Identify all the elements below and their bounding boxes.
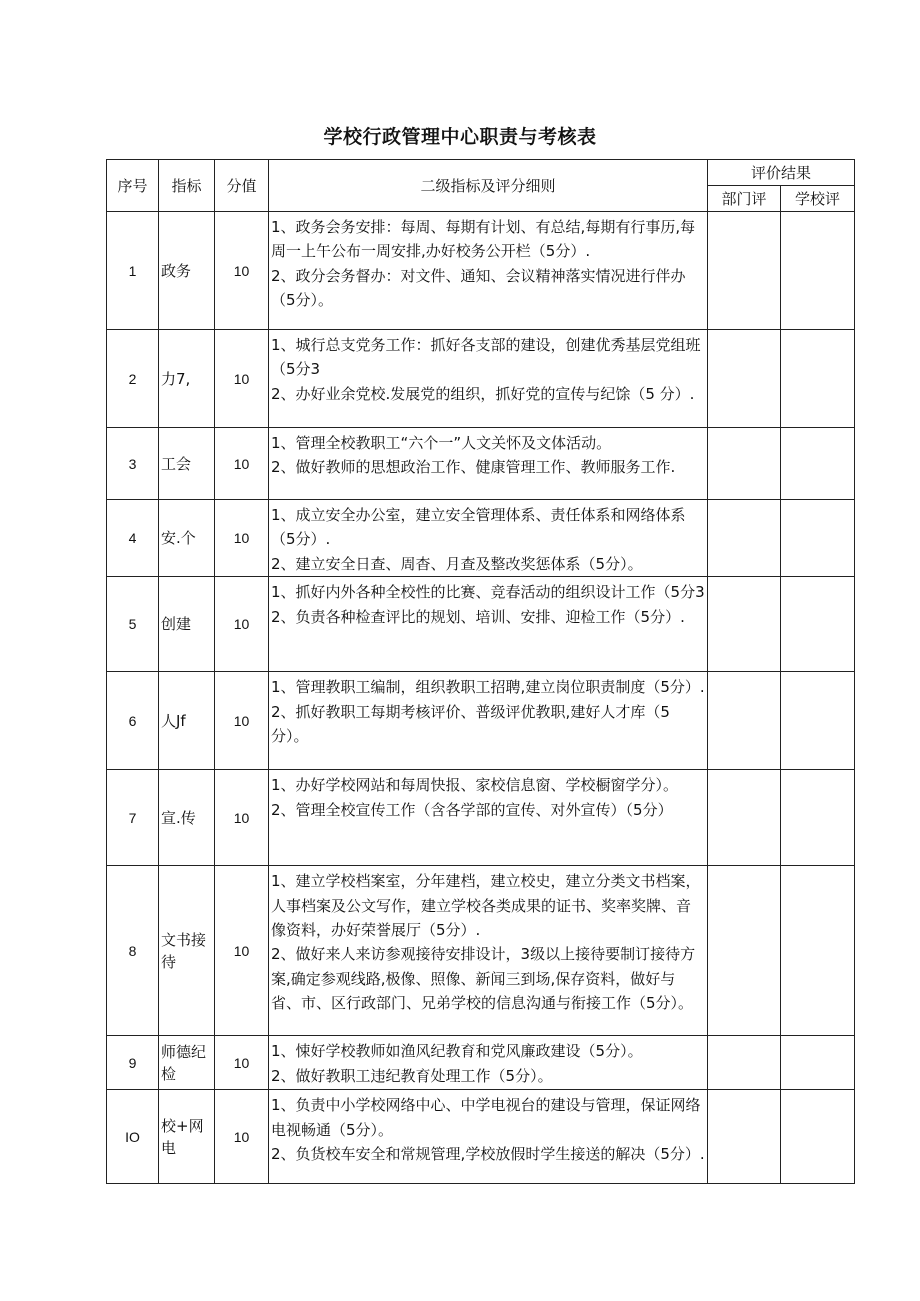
row-indicator: 工会 [159, 428, 215, 500]
detail-item: 1、城行总支党务工作：抓好各支部的建设，创建优秀基层党组班（5分3 [271, 336, 701, 379]
header-school-eval: 学校评 [781, 186, 855, 212]
row-number: 3 [107, 428, 159, 500]
table-row [107, 672, 855, 770]
dept-eval-cell [708, 866, 781, 1036]
row-details [269, 428, 708, 500]
detail-item: 1、管理教职工编制，组织教职工招聘,建立岗位职责制度（5分）. [271, 678, 705, 697]
detail-item: 2、管理全校宣传工作（含各学部的宣传、对外宣传）（5分） [271, 800, 673, 819]
row-score: 10 [215, 770, 269, 866]
row-number: 6 [107, 672, 159, 770]
detail-item: 1、负责中小学校网络中心、中学电视台的建设与管理，保证网络电视畅通（5分）。 [271, 1096, 701, 1139]
row-details [269, 770, 708, 866]
school-eval-cell [781, 577, 855, 672]
row-number: 4 [107, 500, 159, 577]
school-eval-cell [781, 866, 855, 1036]
row-score: 10 [215, 428, 269, 500]
row-indicator: 师德纪检 [159, 1036, 215, 1090]
detail-item: 2、负货校车安全和常规管理,学校放假时学生接送的解决（5分）. [271, 1145, 705, 1164]
dept-eval-cell [708, 500, 781, 577]
table-row [107, 330, 855, 428]
row-details [269, 212, 708, 330]
row-number: 2 [107, 330, 159, 428]
table-row [107, 866, 855, 1036]
detail-item: 2、做好教职工违纪教育处理工作（5分）。 [271, 1066, 553, 1085]
school-eval-cell [781, 330, 855, 428]
detail-item: 2、办好业余党校.发展党的组织，抓好党的宣传与纪馀（5 分）. [271, 384, 695, 403]
table-row [107, 1036, 855, 1090]
detail-item: 1、政务会务安排：每周、每期有计划、有总结,每期有行事历,每周一上午公布一周安排,办好校务公开栏（5分）. [271, 218, 696, 261]
table-row [107, 428, 855, 500]
detail-item: 2、建立安全日查、周杳、月查及整改奖惩体系（5分）。 [271, 554, 643, 573]
header-seq: 序号 [107, 160, 159, 212]
detail-item: 1、管理全校教职工“六个一”人文关怀及文体活动。 [271, 434, 612, 452]
detail-item: 2、政分会务督办：对文件、通知、会议精神落实情况进行伴办（5分）。 [271, 266, 686, 310]
row-indicator: 宣.传 [159, 770, 215, 866]
detail-item: 2、抓好教职工每期考核评价、普级评优教职,建好人才库（5分）。 [271, 702, 670, 746]
school-eval-cell [781, 770, 855, 866]
dept-eval-cell [708, 212, 781, 330]
detail-item: 2、负责各种检查评比的规划、培训、安排、迎检工作（5分）. [271, 607, 685, 626]
table-row [107, 770, 855, 866]
header-indicator: 指标 [159, 160, 215, 212]
row-score: 10 [215, 577, 269, 672]
dept-eval-cell [708, 1036, 781, 1090]
dept-eval-cell [708, 577, 781, 672]
row-score: 10 [215, 212, 269, 330]
detail-item: 1、建立学校档案室，分年建档，建立校史，建立分类文书档案，人事档案及公文写作，建立学校各类成果的证书、奖率奖牌、音像资料，办好荣誉展厅（5分）. [271, 872, 701, 940]
detail-item: 1、悚好学校教师如渔风纪教育和党风廉政建设（5分）。 [271, 1042, 643, 1061]
row-number: 8 [107, 866, 159, 1036]
detail-item: 1、办好学校网站和每周快报、家校信息窗、学校橱窗学分）。 [271, 776, 679, 795]
row-score: 10 [215, 1036, 269, 1090]
row-details [269, 330, 708, 428]
row-number: 7 [107, 770, 159, 866]
dept-eval-cell [708, 1090, 781, 1184]
row-score: 10 [215, 672, 269, 770]
table-row [107, 500, 855, 577]
dept-eval-cell [708, 770, 781, 866]
school-eval-cell [781, 500, 855, 577]
school-eval-cell [781, 1036, 855, 1090]
detail-item: 2、做好教师的思想政治工作、健康管理工作、教师服务工作. [271, 458, 676, 477]
row-indicator: 力7, [159, 330, 215, 428]
row-number: IO [107, 1090, 159, 1184]
table-row [107, 1090, 855, 1184]
dept-eval-cell [708, 428, 781, 500]
header-score: 分值 [215, 160, 269, 212]
table-row [107, 212, 855, 330]
header-detail: 二级指标及评分细则 [269, 160, 708, 212]
row-details [269, 1090, 708, 1184]
row-score: 10 [215, 330, 269, 428]
dept-eval-cell [708, 672, 781, 770]
header-eval: 评价结果 [708, 160, 855, 186]
school-eval-cell [781, 212, 855, 330]
school-eval-cell [781, 428, 855, 500]
detail-item: 1、成立安全办公室，建立安全管理体系、责任体系和网络体系（5分）. [271, 506, 686, 549]
row-details [269, 866, 708, 1036]
row-indicator: 安.个 [159, 500, 215, 577]
page-title: 学校行政管理中心职责与考核表 [323, 126, 597, 148]
row-indicator: 创建 [159, 577, 215, 672]
assessment-table [106, 159, 855, 1184]
table-row [107, 577, 855, 672]
row-indicator: 政务 [159, 212, 215, 330]
row-score: 10 [215, 500, 269, 577]
school-eval-cell [781, 672, 855, 770]
school-eval-cell [781, 1090, 855, 1184]
row-indicator: 文书接待 [159, 866, 215, 1036]
dept-eval-cell [708, 330, 781, 428]
row-indicator: 人Jf [159, 672, 215, 770]
row-details [269, 1036, 708, 1090]
header-dept-eval: 部门评 [708, 186, 781, 212]
detail-item: 2、做好来人来访参观接待安排设计，3级以上接待要制订接待方案,确定参观线路,极像、照像、新闻三到场,保存资料，做好与省、市、区行政部门、兄弟学校的信息沟通与衔接工作（5分）。 [271, 945, 696, 1013]
row-score: 10 [215, 1090, 269, 1184]
row-details [269, 500, 708, 577]
row-score: 10 [215, 866, 269, 1036]
detail-item: 1、抓好内外各种全校性的比赛、竞春活动的组织设计工作（5分3 [271, 583, 705, 602]
row-number: 9 [107, 1036, 159, 1090]
row-indicator: 校+网电 [159, 1090, 215, 1184]
row-details [269, 577, 708, 672]
row-details [269, 672, 708, 770]
row-number: 1 [107, 212, 159, 330]
row-number: 5 [107, 577, 159, 672]
